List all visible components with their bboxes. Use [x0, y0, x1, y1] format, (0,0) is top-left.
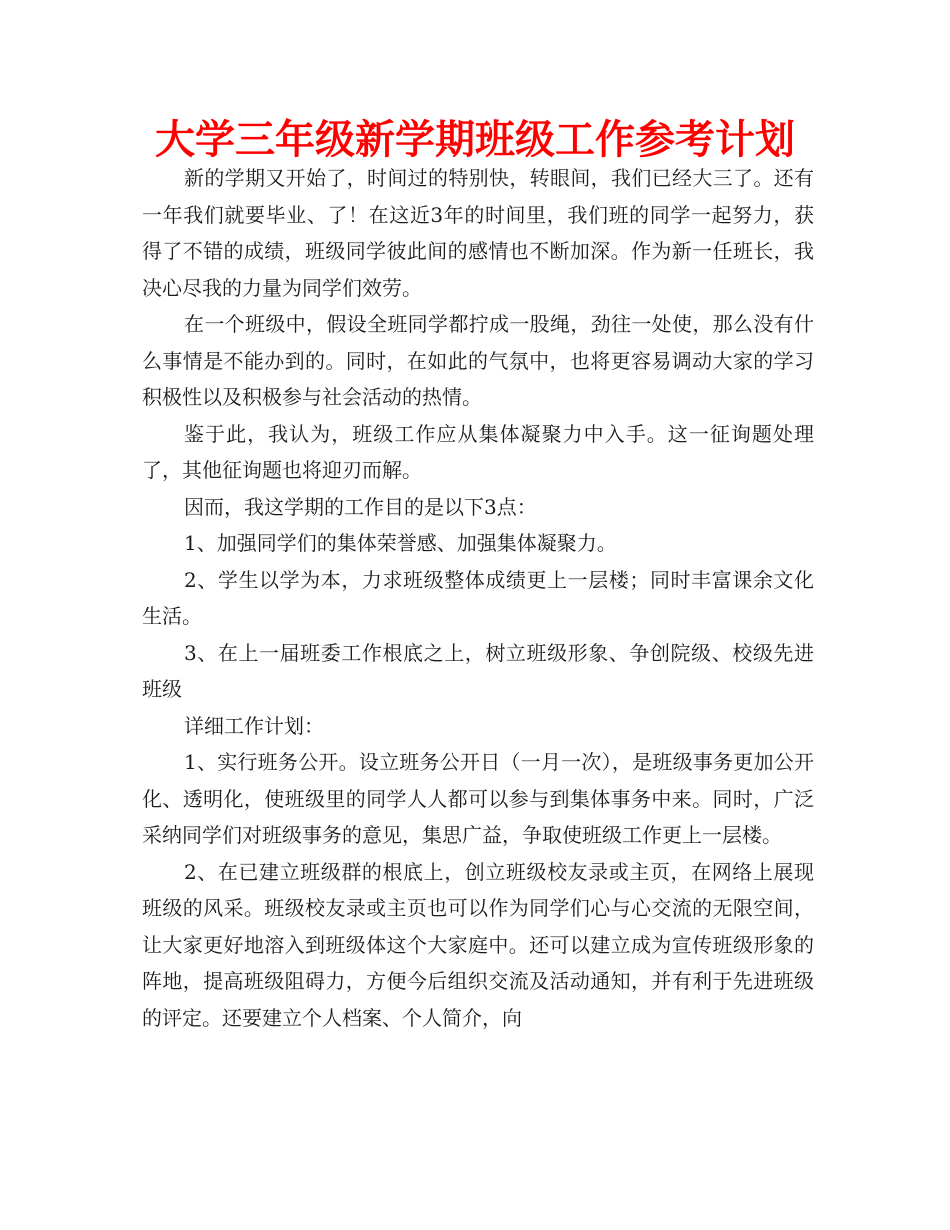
paragraph-plan-2: 2、在已建立班级群的根底上，创立班级校友录或主页，在网络上展现班级的风采。班级校友录或主页也可以作为同学们心与心交流的无限空间，让大家更好地溶入到班级体这个大家庭中。还可以建立成为宣传班级形象的阵地，提高班级阻碍力，方便今后组织交流及活动通知，并有利于先进班级的评定。还要建立个人档案、个人简介，向: [142, 859, 814, 1030]
document-body: [142, 160, 814, 1036]
paragraph-intro: 新的学期又开始了，时间过的特别快，转眼间，我们已经大三了。还有一年我们就要毕业、了！在这近3年的时间里，我们班的同学一起努力，获得了不错的成绩，班级同学彼此间的感情也不断加深。作为新一任班长，我决心尽我的力量为同学们效劳。: [142, 166, 814, 300]
paragraph-approach: 鉴于此，我认为，班级工作应从集体凝聚力中入手。这一征询题处理了，其他征询题也将迎刃而解。: [142, 421, 814, 482]
paragraph-unity: 在一个班级中，假设全班同学都拧成一股绳，劲往一处使，那么没有什么事情是不能办到的。同时，在如此的气氛中，也将更容易调动大家的学习积极性以及积极参与社会活动的热情。: [142, 312, 814, 409]
paragraph-goal-2: 2、学生以学为本，力求班级整体成绩更上一层楼；同时丰富课余文化生活。: [142, 567, 814, 628]
document-title: 大学三年级新学期班级工作参考计划: [155, 117, 795, 163]
paragraph-goal-3: 3、在上一届班委工作根底之上，树立班级形象、争创院级、校级先进班级: [142, 640, 814, 701]
paragraph-goal-1: 1、加强同学们的集体荣誉感、加强集体凝聚力。: [184, 531, 617, 555]
paragraph-plan-heading: 详细工作计划：: [184, 713, 324, 738]
paragraph-plan-1: 1、实行班务公开。设立班务公开日（一月一次），是班级事务更加公开化、透明化，使班级里的同学人人都可以参与到集体事务中来。同时，广泛采纳同学们对班级事务的意见，集思广益，争取使班级工作更上一层楼。: [142, 750, 814, 847]
paragraph-goals-intro: 因而，我这学期的工作目的是以下3点：: [184, 494, 537, 519]
